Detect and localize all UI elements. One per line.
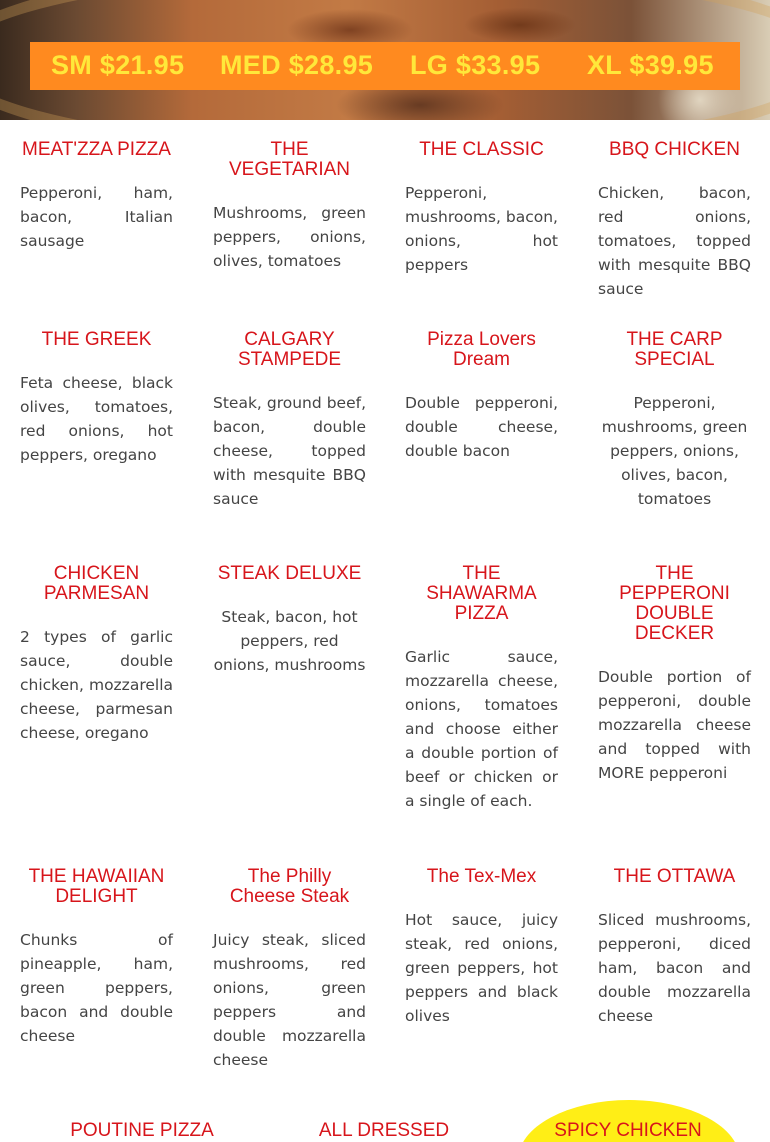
menu-item-title: The Tex-Mex bbox=[426, 866, 537, 887]
menu-item bbox=[598, 867, 751, 1028]
menu-item-description: Hot sauce, juicy steak, red onions, green peppers, hot peppers and black olives bbox=[405, 911, 558, 1025]
menu-item-title: THE CARP SPECIAL bbox=[626, 329, 723, 370]
menu-item bbox=[405, 330, 558, 463]
menu-item bbox=[405, 564, 558, 813]
menu-item-title: THE CLASSIC bbox=[419, 139, 544, 160]
menu-item-description: Steak, ground beef, bacon, double cheese, topped with mesquite BBQ sauce bbox=[213, 394, 366, 508]
menu-item-description: Juicy steak, sliced mushrooms, red onions, green peppers and double mozzarella cheese bbox=[213, 931, 366, 1069]
menu-item-title: POUTINE PIZZA bbox=[70, 1120, 214, 1141]
price-small: SM $21.95 bbox=[51, 50, 185, 80]
menu-item bbox=[213, 330, 366, 511]
menu-item-description: Chicken, bacon, red onions, tomatoes, topped with mesquite BBQ sauce bbox=[598, 184, 751, 298]
price-medium: MED $28.95 bbox=[220, 50, 374, 80]
menu-item-title: CHICKEN PARMESAN bbox=[43, 563, 150, 604]
menu-item bbox=[598, 140, 751, 301]
menu-item-description: Chunks of pineapple, ham, green peppers, bacon and double cheese bbox=[20, 931, 173, 1045]
menu-item bbox=[598, 564, 751, 785]
menu-item-description: Double pepperoni, double cheese, double bacon bbox=[405, 394, 558, 460]
menu-item-title: THE SHAWARMA PIZZA bbox=[426, 563, 537, 624]
menu-item bbox=[213, 867, 366, 1072]
menu-item-description: Garlic sauce, mozzarella cheese, onions, tomatoes and choose either a double portion of beef or chicken or a single of each. bbox=[405, 648, 558, 810]
price-bar bbox=[30, 42, 740, 90]
menu-item bbox=[20, 867, 173, 1048]
menu-item-title: THE PEPPERONI DOUBLE DECKER bbox=[619, 563, 730, 644]
menu-item-description: Feta cheese, black olives, tomatoes, red onions, hot peppers, oregano bbox=[20, 374, 173, 464]
menu-item-title: Pizza Lovers Dream bbox=[427, 329, 536, 370]
price-large: LG $33.95 bbox=[410, 50, 541, 80]
menu-item bbox=[405, 867, 558, 1028]
menu-item-description: Pepperoni, mushrooms, green peppers, onions, olives, bacon, tomatoes bbox=[601, 394, 748, 508]
menu-item-title: THE VEGETARIAN bbox=[228, 139, 351, 180]
hero-pizza-banner bbox=[0, 0, 770, 120]
menu-item bbox=[20, 330, 173, 467]
menu-item-description: Sliced mushrooms, pepperoni, diced ham, bacon and double mozzarella cheese bbox=[598, 911, 751, 1025]
menu-item-description: Pepperoni, mushrooms, bacon, onions, hot peppers bbox=[405, 184, 558, 274]
menu-item bbox=[598, 330, 751, 511]
price-xl: XL $39.95 bbox=[587, 50, 714, 80]
menu-item-title: SPICY CHICKEN bbox=[554, 1120, 702, 1141]
menu-item-description: Steak, bacon, hot peppers, red onions, mushrooms bbox=[213, 608, 366, 674]
menu-item bbox=[20, 564, 173, 745]
menu-item bbox=[213, 564, 366, 677]
menu-item-description: Mushrooms, green peppers, onions, olives, tomatoes bbox=[213, 204, 366, 270]
menu-item bbox=[20, 140, 173, 253]
menu-item-title: MEAT'ZZA PIZZA bbox=[22, 139, 171, 160]
menu-item-title: THE HAWAIIAN DELIGHT bbox=[28, 866, 165, 907]
menu-item-title: ALL DRESSED bbox=[318, 1120, 450, 1141]
menu-item-title: CALGARY STAMPEDE bbox=[237, 329, 342, 370]
menu-item-title: THE GREEK bbox=[41, 329, 152, 350]
menu-item bbox=[213, 140, 366, 273]
menu-item-description: 2 types of garlic sauce, double chicken, mozzarella cheese, parmesan cheese, oregano bbox=[20, 628, 173, 742]
menu-item-title: STEAK DELUXE bbox=[217, 563, 362, 584]
menu-item-title: THE OTTAWA bbox=[613, 866, 736, 887]
menu-item-title: BBQ CHICKEN bbox=[609, 139, 740, 160]
menu-item-description: Pepperoni, ham, bacon, Italian sausage bbox=[20, 184, 173, 250]
menu-item-description: Double portion of pepperoni, double mozzarella cheese and topped with MORE pepperoni bbox=[598, 668, 751, 782]
menu-item bbox=[405, 140, 558, 277]
menu-item-title: The Philly Cheese Steak bbox=[229, 866, 350, 907]
